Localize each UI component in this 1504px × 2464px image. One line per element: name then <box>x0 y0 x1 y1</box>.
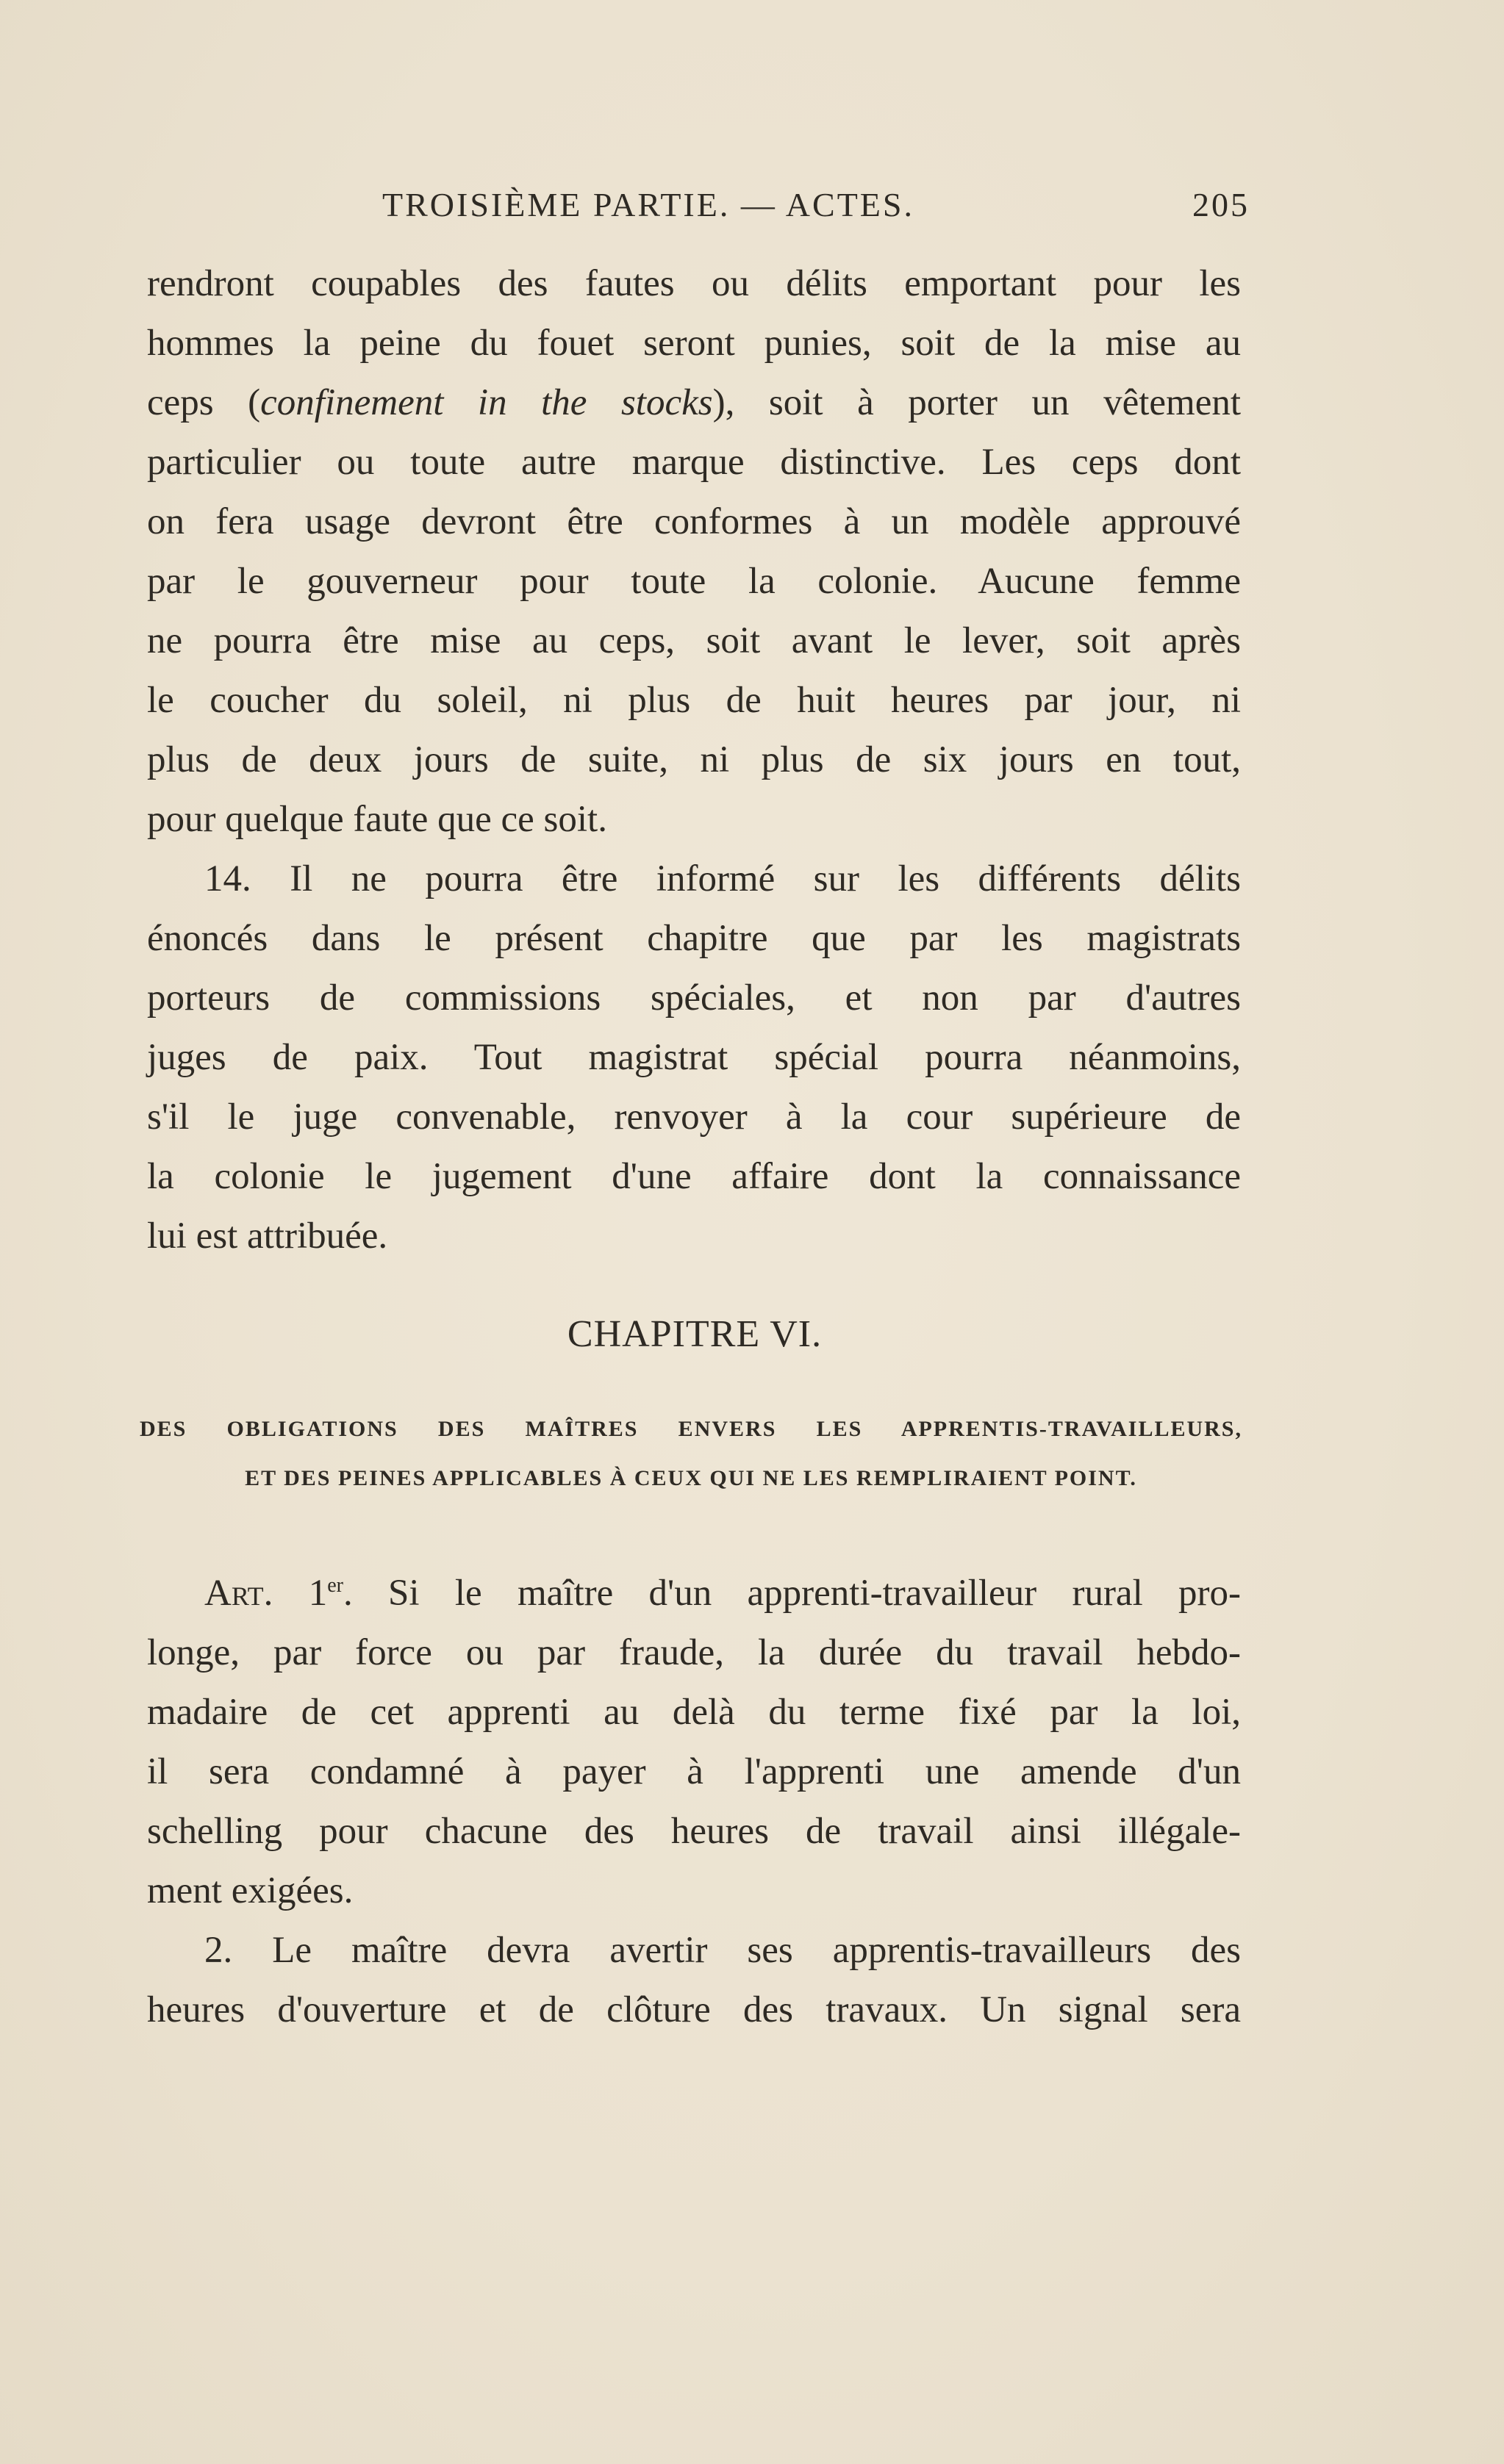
text-segment: ceps ( <box>147 382 261 423</box>
text-line: schelling pour chacune des heures de travail ainsi illégale- <box>147 1811 1241 1852</box>
text-line: porteurs de commissions spéciales, et non par d'autres <box>147 977 1241 1019</box>
text-line: madaire de cet apprenti au delà du terme fixé par la loi, <box>147 1692 1241 1733</box>
italic-english-phrase: confinement in the stocks <box>260 382 713 423</box>
chapter-title: CHAPITRE VI. <box>567 1313 823 1355</box>
text-line: rendront coupables des fautes ou délits emportant pour les <box>147 263 1241 304</box>
text-line: pour quelque faute que ce soit. <box>147 799 607 840</box>
text-line: on fera usage devront être conformes à un modèle approuvé <box>147 501 1241 542</box>
article-number: 1 <box>308 1573 328 1614</box>
chapter-subtitle-line: ET DES PEINES APPLICABLES À CEUX QUI NE LES REMPLIRAIENT POINT. <box>245 1466 1137 1490</box>
text-segment: . Si le maître d'un apprenti-travailleur rural pro- <box>343 1573 1242 1614</box>
running-head <box>147 185 1250 237</box>
text-line: lui est attribuée. <box>147 1215 388 1257</box>
text-line: 2. Le maître devra avertir ses apprentis-travailleurs des <box>204 1930 1241 1971</box>
article-number-suffix: er <box>327 1574 343 1597</box>
text-line <box>147 373 1241 433</box>
article-first-line <box>147 1564 1241 1623</box>
article-label: Art. <box>204 1573 273 1614</box>
text-line: énoncés dans le présent chapitre que par les magistrats <box>147 918 1241 959</box>
text-line: le coucher du soleil, ni plus de huit heures par jour, ni <box>147 680 1241 721</box>
text-line: ne pourra être mise au ceps, soit avant le lever, soit après <box>147 620 1241 661</box>
body-text-top <box>147 254 1241 1266</box>
text-line: particulier ou toute autre marque distinctive. Les ceps dont <box>147 442 1241 483</box>
text-line: hommes la peine du fouet seront punies, soit de la mise au <box>147 323 1241 364</box>
text-line: longe, par force ou par fraude, la durée du travail hebdo- <box>147 1632 1241 1673</box>
text-line: juges de paix. Tout magistrat spécial pourra néanmoins, <box>147 1037 1241 1078</box>
text-line: heures d'ouverture et de clôture des travaux. Un signal sera <box>147 1989 1241 2030</box>
text-line: 14. Il ne pourra être informé sur les différents délits <box>204 858 1241 899</box>
text-line: s'il le juge convenable, renvoyer à la cour supérieure de <box>147 1096 1241 1138</box>
text-line: il sera condamné à payer à l'apprenti une amende d'un <box>147 1751 1241 1792</box>
text-line: ment exigées. <box>147 1870 354 1911</box>
body-text-bottom <box>147 1564 1241 2040</box>
chapter-subtitle-line: DES OBLIGATIONS DES MAÎTRES ENVERS LES APPRENTIS-TRAVAILLEURS, <box>140 1417 1242 1441</box>
text-segment: ), soit à porter un vêtement <box>712 382 1241 423</box>
text-line: plus de deux jours de suite, ni plus de six jours en tout, <box>147 739 1241 780</box>
text-line: par le gouverneur pour toute la colonie. Aucune femme <box>147 561 1241 602</box>
page-number: 205 <box>1192 186 1250 223</box>
running-title: TROISIÈME PARTIE. — ACTES. <box>382 186 914 223</box>
text-line: la colonie le jugement d'une affaire dont la connaissance <box>147 1156 1241 1197</box>
